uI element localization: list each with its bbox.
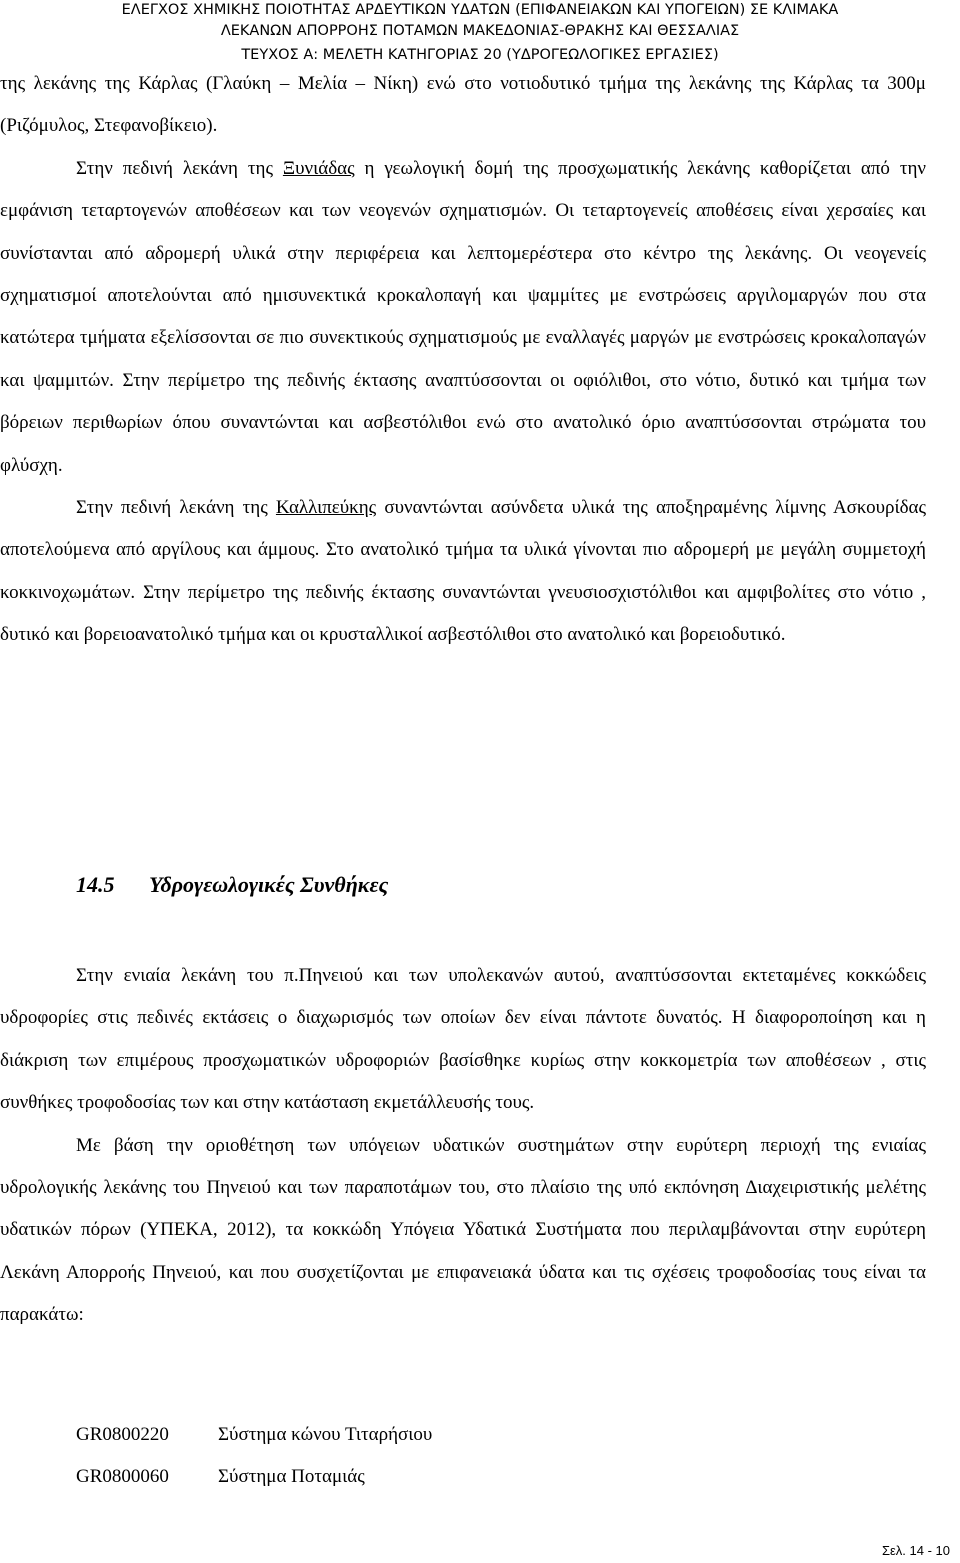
paragraph-groundwater-systems: Με βάση την οριοθέτηση των υπόγειων υδατικών συστημάτων στην ευρύτερη περιοχή της ενιαίας υδρολογικής λεκάνης του Πηνειού και των παραποτάμων του, στο πλαίσιο της υπό εκπόνηση Διαχειριστικής μελέτης υδατικών πόρων (ΥΠΕΚΑ, 2012), τα κοκκώδη Υπόγεια Υδατικά Συστήματα που περιλαμβάνονται στην ευρύτερη Λεκάνη Απορροής Πηνειού, και που συσχετίζονται με επιφανειακά ύδατα και τις σχέσεις τροφοδοσίας τους είναι τα παρακάτω: <box>0 1134 926 1326</box>
body-text-section <box>0 955 926 1337</box>
paragraph-xyniada-lead: Στην πεδινή λεκάνη της <box>76 157 283 179</box>
section-title: Υδρογεωλογικές Συνθήκες <box>149 872 389 897</box>
system-code: GR0800220 <box>76 1424 169 1445</box>
header-line-3: ΤΕΥΧΟΣ Α: ΜΕΛΕΤΗ ΚΑΤΗΓΟΡΙΑΣ 20 (ΥΔΡΟΓΕΩΛΟΓΙΚΕΣ ΕΡΓΑΣΙΕΣ) <box>241 47 719 63</box>
paragraph-kallipefki <box>0 487 926 657</box>
document-header <box>0 0 960 66</box>
paragraph-kallipefki-lead: Στην πεδινή λεκάνη της <box>76 497 276 519</box>
kallipefki-underlined: Καλλιπεύκης <box>275 497 377 519</box>
paragraph-karla: της λεκάνης της Κάρλας (Γλαύκη – Μελία – Νίκη) ενώ στο νοτιοδυτικό τμήμα της λεκάνης της Κάρλας τα 300μ (Ριζόμυλος, Στεφανοβίκειο). <box>0 73 926 137</box>
body-text <box>0 63 926 657</box>
system-name: Σύστημα κώνου Τιταρήσιου <box>218 1424 433 1445</box>
xyniada-underlined: Ξυνιάδας <box>282 157 355 179</box>
section-number: 14.5 <box>76 872 115 897</box>
system-code: GR0800060 <box>76 1466 169 1487</box>
system-name: Σύστημα Ποταμιάς <box>218 1466 365 1487</box>
system-row <box>76 1424 432 1446</box>
header-line-2: ΛΕΚΑΝΩΝ ΑΠΟΡΡΟΗΣ ΠΟΤΑΜΩΝ ΜΑΚΕΔΟΝΙΑΣ-ΘΡΑΚΗΣ ΚΑΙ ΘΕΣΣΑΛΙΑΣ <box>220 23 740 39</box>
paragraph-xyniada-rest: η γεωλογική δομή της προσχωματικής λεκάνης καθορίζεται από την εμφάνιση τεταρτογενών αποθέσεων και των νεογενών σχηματισμών. Οι τεταρτογενείς αποθέσεις είναι χερσαίες και συνίστανται από αδρομερή υλικά στην περιφέρεια και λεπτομερέστερα στο κέντρο της λεκάνης. Οι νεογενείς σχηματισμοί αποτελούνται από ημισυνεκτικά κροκαλοπαγή και ψαμμίτες με ενστρώσεις αργιλομαργών που στα κατώτερα τμήματα εξελίσσονται σε πιο συνεκτικούς σχηματισμούς με εναλλαγές μαργών με ενστρώσεις κροκαλοπαγών και ψαμμιτών. Στην περίμετρο της πεδινής έκτασης αναπτύσσονται οι οφιόλιθοι, στο νότιο, δυτικό και τμήμα των βόρειων περιθωρίων όπου συναντώνται και ασβεστόλιθοι ενώ στο ανατολικό όριο αναπτύσσονται στρώματα του φλύσχη. <box>0 157 926 476</box>
paragraph-kallipefki-rest: συναντώνται ασύνδετα υλικά της αποξηραμένης λίμνης Ασκουρίδας αποτελούμενα από αργίλους και άμμους. Στο ανατολικό τμήμα τα υλικά γίνονται πιο αδρομερή με μεγάλη συμμετοχή κοκκινοχωμάτων. Στην περίμετρο της πεδινής έκτασης συναντώνται γνευσιοσχιστόλιθοι και αμφιβολίτες στο νότιο , δυτικό και βορειοανατολικό τμήμα και οι κρυσταλλικοί ασβεστόλιθοι στο ανατολικό και βορειοδυτικό. <box>0 497 927 646</box>
header-line-1: ΕΛΕΓΧΟΣ ΧΗΜΙΚΗΣ ΠΟΙΟΤΗΤΑΣ ΑΡΔΕΥΤΙΚΩΝ ΥΔΑΤΩΝ (ΕΠΙΦΑΝΕΙΑΚΩΝ ΚΑΙ ΥΠΟΓΕΙΩΝ) ΣΕ ΚΛΙΜΑΚΑ <box>121 2 839 18</box>
paragraph-aquifers: Στην ενιαία λεκάνη του π.Πηνειού και των υπολεκανών αυτού, αναπτύσσονται εκτεταμένες κοκκώδεις υδροφορίες στις πεδινές εκτάσεις ο διαχωρισμός των οποίων δεν είναι πάντοτε δυνατός. Η διαφοροποίηση και η διάκριση των επιμέρους προσχωματικών υδροφοριών βασίσθηκε κυρίως στην κοκκομετρία των αποθέσεων , στις συνθήκες τροφοδοσίας των και στην κατάσταση εκμετάλλευσής τους. <box>0 965 926 1114</box>
system-row <box>76 1466 365 1488</box>
paragraph-xyniada <box>0 148 926 487</box>
page-number: Σελ. 14 - 10 <box>881 1543 950 1558</box>
section-heading <box>76 872 388 898</box>
